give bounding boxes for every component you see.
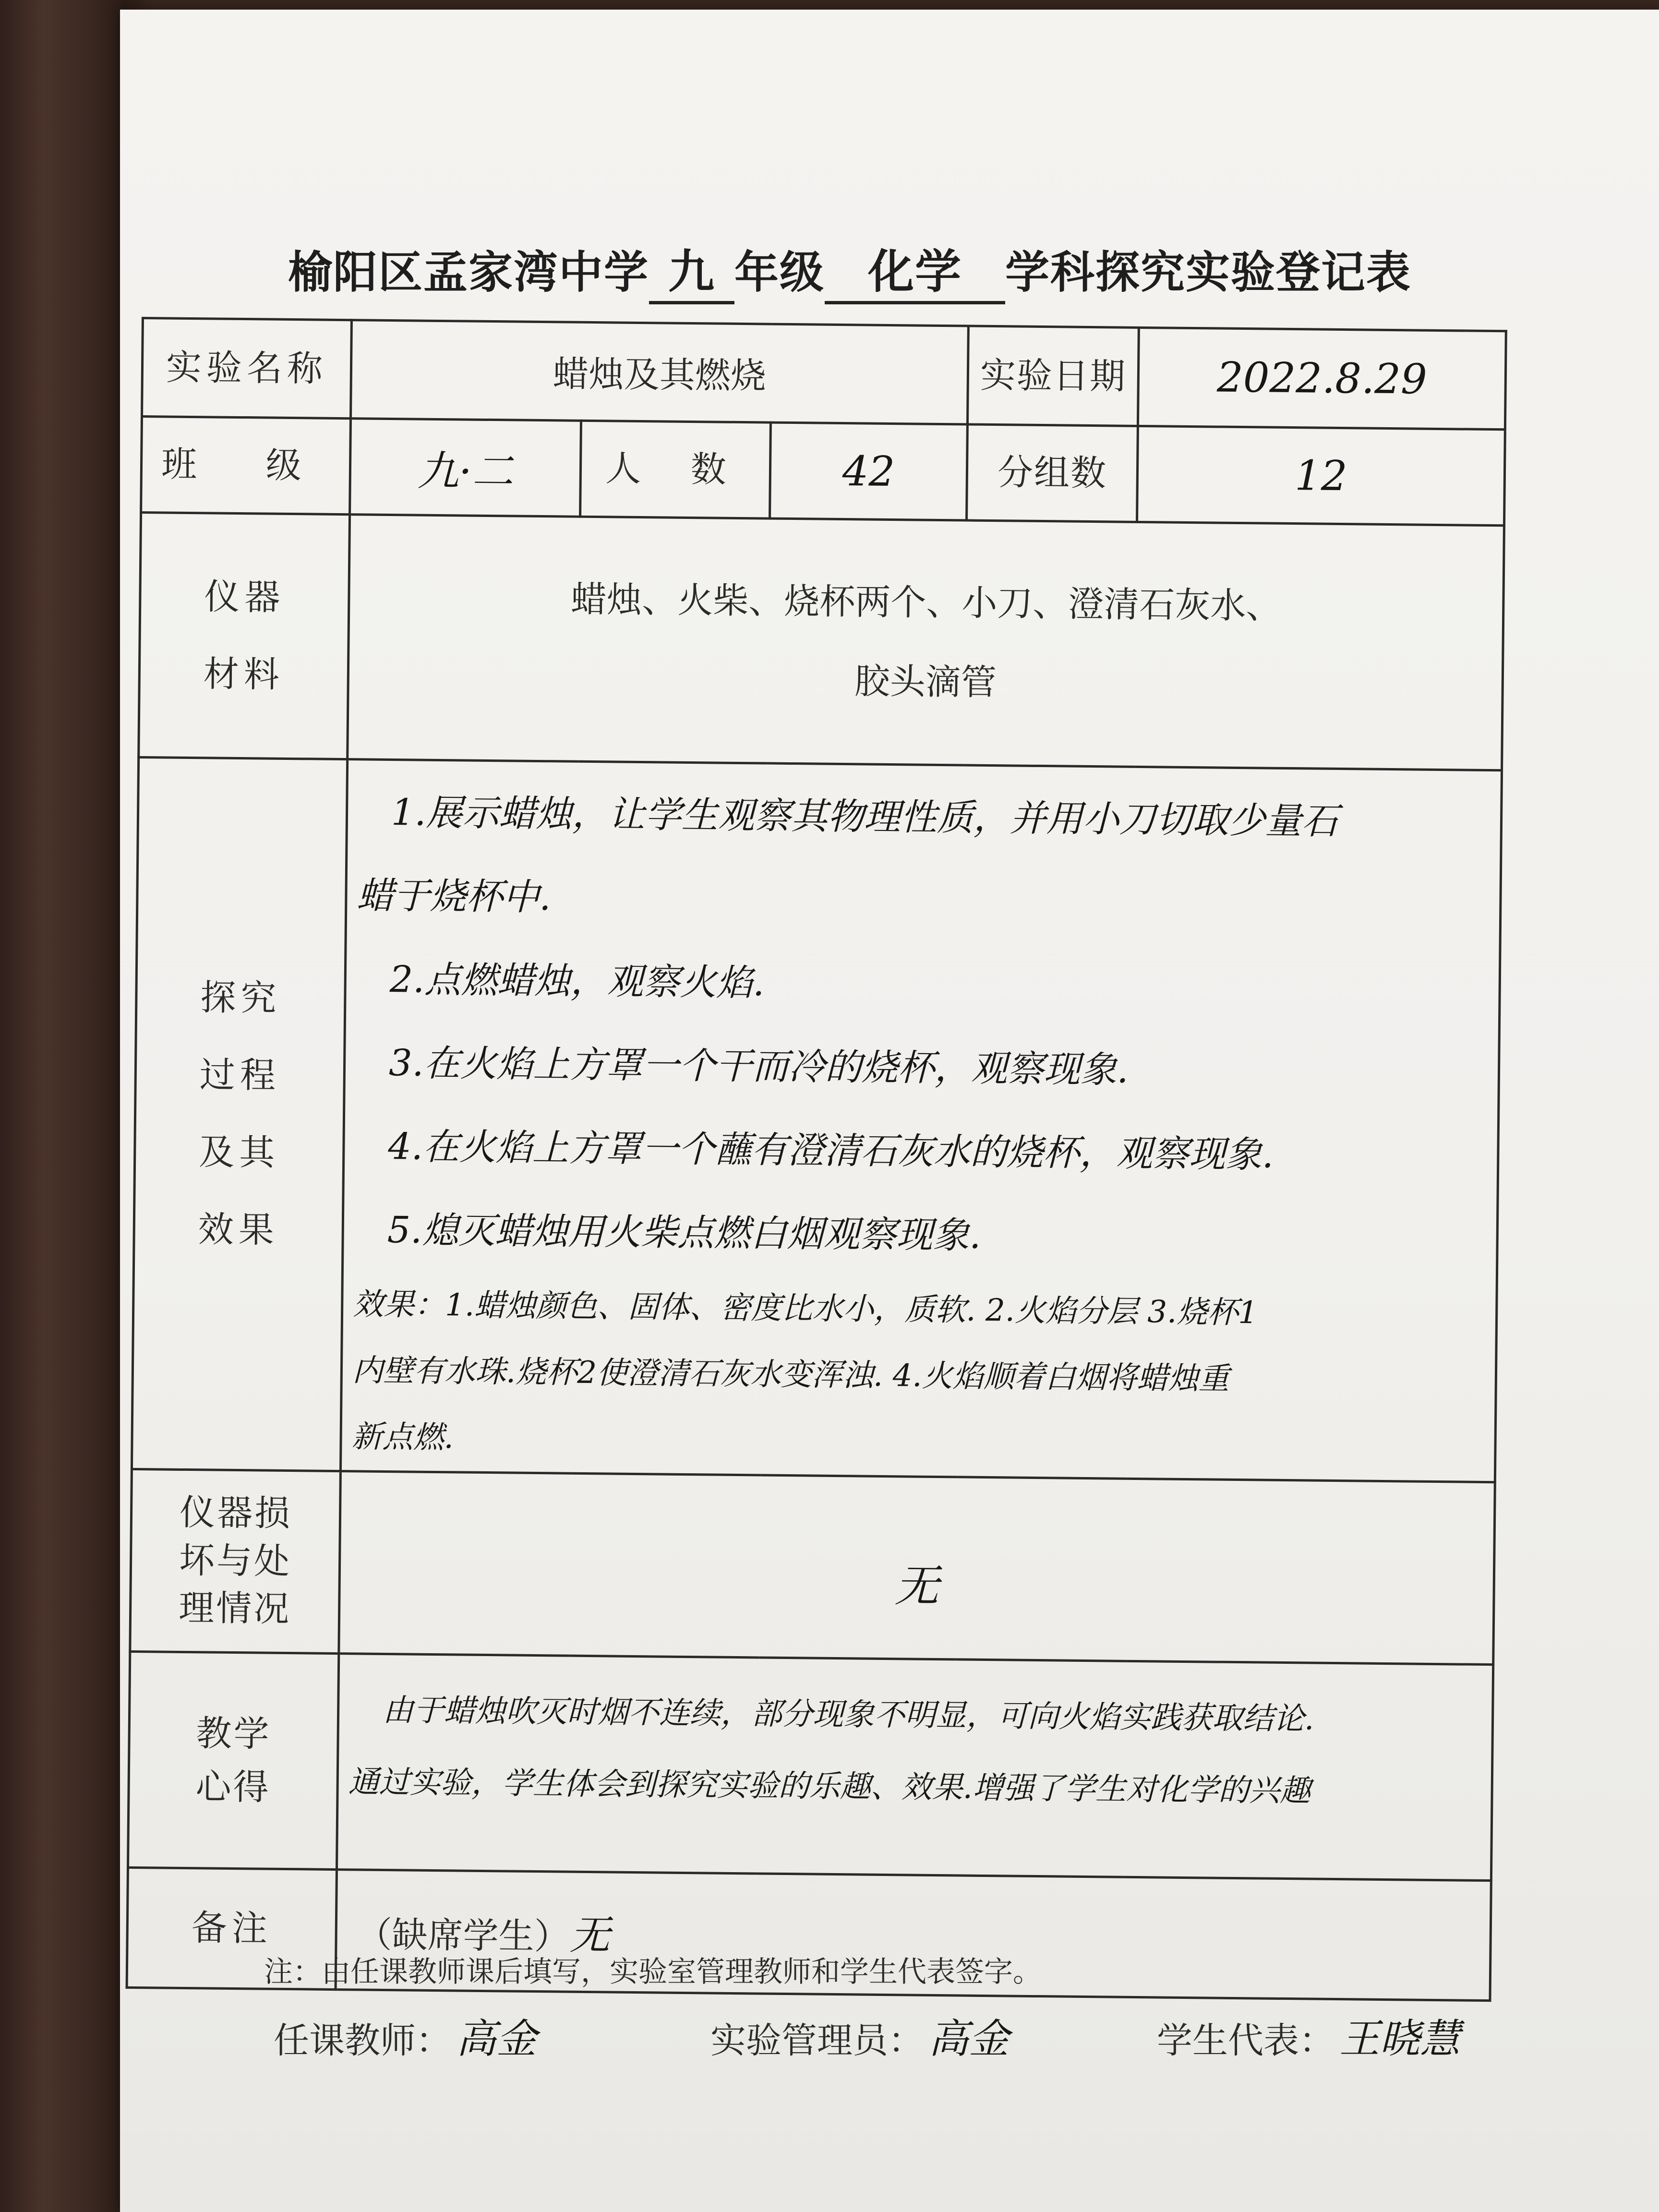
count-label: 人 数: [580, 421, 771, 518]
admin-label: 实验管理员：: [710, 2020, 924, 2061]
groups-label: 分组数: [967, 424, 1138, 522]
table-row: [142, 318, 1506, 430]
remarks-prefix: （缺席学生）: [356, 1914, 570, 1958]
table-row: [141, 417, 1505, 526]
effect-line: 内壁有水珠.烧杯2使澄清石灰水变浑浊. 4.火焰顺着白烟将蜡烛重: [352, 1353, 1230, 1397]
effect-line: 效果：1.蜡烛颜色、固体、密度比水小，质软. 2.火焰分层 3.烧杯1: [352, 1286, 1258, 1331]
materials-line2: 胶头滴管: [854, 660, 997, 703]
damage-label-line3: 理情况: [178, 1587, 291, 1630]
count-value: 42: [770, 422, 968, 520]
form-name: 学科探究实验登记表: [1005, 247, 1412, 298]
teacher-signature-block: [274, 2007, 537, 2065]
process-label-line1: 探究: [200, 977, 281, 1019]
subject-value: 化学: [825, 235, 1005, 304]
grade-value: 九: [649, 235, 734, 304]
process-line: 4.在火焰上方罩一个蘸有澄清石灰水的烧杯，观察现象.: [388, 1125, 1274, 1176]
materials-line1: 蜡烛、火柴、烧杯两个、小刀、澄清石灰水、: [570, 578, 1282, 627]
process-label: [132, 757, 347, 1471]
student-signature-block: [1157, 2007, 1460, 2065]
form-title: [120, 235, 1579, 304]
process-line: 3.在火焰上方罩一个干而冷的烧杯，观察现象.: [388, 1041, 1129, 1091]
damage-label-line1: 仪器损: [179, 1491, 292, 1534]
damage-value: 无: [339, 1471, 1495, 1665]
admin-signature: 高金: [928, 2015, 1010, 2062]
process-line: 2.点燃蜡烛，观察火焰.: [389, 958, 765, 1004]
registration-table: [126, 317, 1507, 2002]
reflection-line2: 通过实验，学生体会到探究实验的乐趣、效果.增强了学生对化学的兴趣: [348, 1764, 1311, 1809]
effect-line: 新点燃.: [351, 1419, 454, 1456]
reflection-label-line2: 心得: [195, 1766, 271, 1808]
table-row: [139, 513, 1504, 770]
remarks-label: 备注: [127, 1867, 337, 1989]
student-signature: 王晓慧: [1339, 2015, 1461, 2062]
footer-note: 注：由任课教师课后填写，实验室管理教师和学生代表签字。: [264, 1955, 1042, 1989]
school-name: 榆阳区孟家湾中学: [288, 247, 649, 298]
groups-value: 12: [1137, 426, 1505, 525]
process-label-line2: 过程: [199, 1054, 281, 1096]
experiment-date-value: 2022.8.29: [1138, 327, 1506, 429]
form-table-wrapper: [126, 317, 1505, 1959]
grade-label: 年级: [734, 247, 825, 298]
process-label-line3: 及其: [198, 1131, 280, 1174]
materials-label-line1: 仪器: [204, 576, 285, 618]
materials-value: [348, 515, 1504, 770]
class-label: 班 级: [141, 417, 351, 515]
experiment-name-label: 实验名称: [142, 318, 352, 419]
experiment-date-label: 实验日期: [967, 326, 1139, 426]
remarks-text: 无: [569, 1911, 611, 1959]
materials-label-line2: 材料: [203, 653, 285, 696]
table-row: [132, 757, 1502, 1482]
reflection-line1: 由于蜡烛吹灭时烟不连续，部分现象不明显，可向火焰实践获取结论.: [382, 1692, 1314, 1737]
table-row: [128, 1651, 1493, 1880]
process-line: 蜡于烧杯中.: [357, 874, 552, 919]
student-label: 学生代表：: [1157, 2020, 1334, 2061]
damage-label: [130, 1469, 341, 1653]
experiment-name-value: 蜡烛及其燃烧: [350, 320, 968, 424]
process-value: [340, 759, 1502, 1482]
process-line: 5.熄灭蜡烛用火柴点燃白烟观察现象.: [387, 1208, 981, 1257]
damage-label-line2: 坏与处: [179, 1539, 292, 1582]
reflection-value: [337, 1654, 1493, 1881]
admin-signature-block: [710, 2007, 1009, 2065]
reflection-label: [128, 1651, 338, 1869]
teacher-signature: 高金: [456, 2015, 537, 2062]
process-label-line4: 效果: [198, 1209, 279, 1251]
teacher-label: 任课教师：: [274, 2020, 451, 2061]
class-value: 九·二: [350, 419, 581, 517]
materials-label: [139, 513, 350, 759]
table-row: [130, 1469, 1495, 1664]
reflection-label-line1: 教学: [196, 1712, 272, 1755]
process-line: 1.展示蜡烛，让学生观察其物理性质，并用小刀切取少量石: [391, 791, 1338, 842]
